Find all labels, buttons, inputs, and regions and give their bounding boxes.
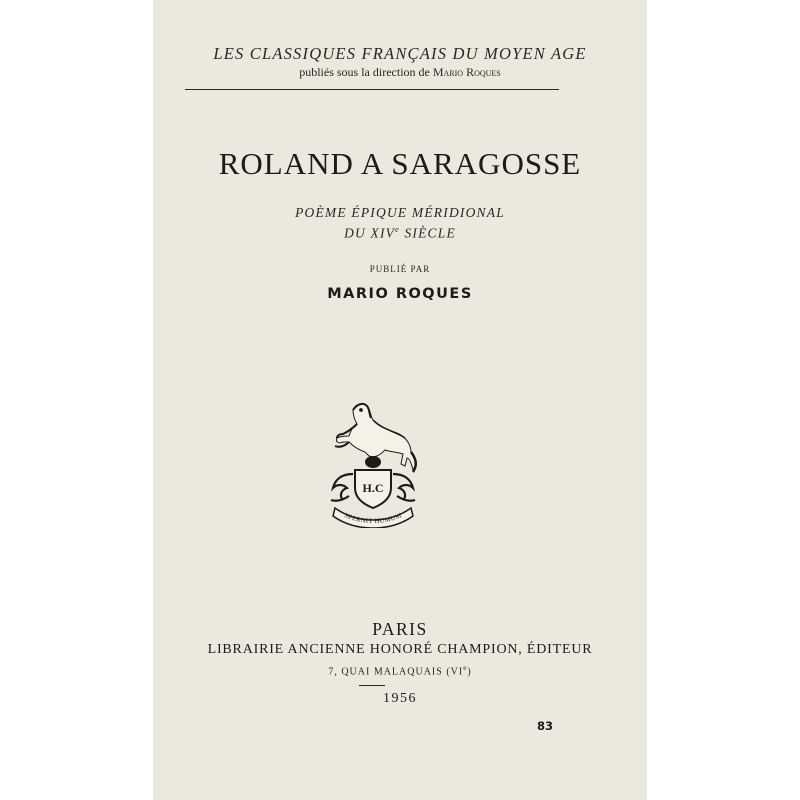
imprint-dash — [359, 685, 385, 686]
horse-crest-icon — [313, 396, 433, 528]
subtitle-century-sup: e — [395, 225, 400, 234]
volume-number: 83 — [537, 719, 554, 733]
title-page — [153, 0, 647, 800]
imprint-address-sup: e — [463, 664, 468, 672]
subtitle-century-prefix: DU XIV — [344, 225, 396, 241]
subtitle-line-2 — [153, 225, 647, 242]
published-by-label: PUBLIÉ PAR — [369, 264, 431, 274]
book-title: ROLAND A SARAGOSSE — [218, 146, 582, 181]
emblem-motto: SPERNIT HUMUM — [343, 512, 403, 526]
subtitle-century-suffix: SIÈCLE — [399, 225, 456, 241]
emblem-monogram: H.C — [362, 481, 384, 495]
series-director-name: Mario Roques — [432, 65, 501, 79]
subtitle-line-1: POÈME ÉPIQUE MÉRIDIONAL — [295, 205, 505, 220]
imprint-address-prefix: 7, QUAI MALAQUAIS (VI — [328, 666, 464, 678]
series-direction — [153, 65, 647, 80]
imprint-year: 1956 — [383, 691, 417, 706]
imprint-city: PARIS — [372, 619, 428, 639]
imprint-address-suffix: ) — [467, 666, 472, 678]
series-direction-prefix: publiés sous la direction de — [299, 65, 433, 79]
imprint-publisher: LIBRAIRIE ANCIENNE HONORÉ CHAMPION, ÉDITEUR — [207, 642, 593, 657]
author-name: MARIO ROQUES — [327, 286, 473, 302]
imprint-address — [153, 664, 647, 677]
series-title: LES CLASSIQUES FRANÇAIS DU MOYEN AGE — [213, 44, 587, 63]
header-rule — [185, 89, 559, 90]
